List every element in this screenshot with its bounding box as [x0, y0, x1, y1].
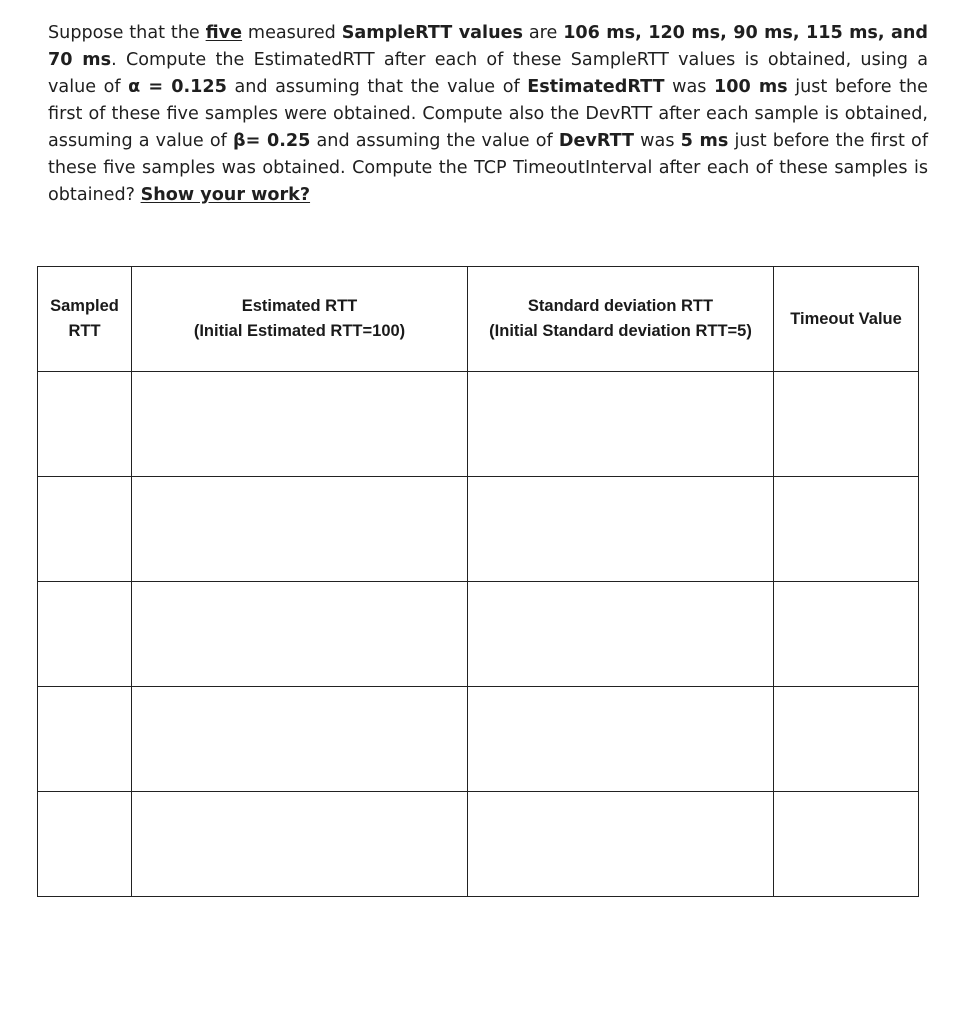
cell-timeout-value[interactable]	[774, 477, 919, 582]
cell-estimated-rtt[interactable]	[132, 792, 468, 897]
question-fragment: Suppose that the	[48, 23, 206, 43]
question-fragment: . Compute the EstimatedRTT after each of these SampleRTT values is obtained, using a value of	[48, 50, 928, 97]
cell-sampled-rtt[interactable]	[38, 687, 132, 792]
header-line: (Initial Standard deviation RTT=5)	[489, 322, 752, 340]
header-line: Timeout Value	[790, 309, 902, 328]
table-row	[38, 477, 919, 582]
header-line: Sampled	[50, 297, 119, 315]
emphasis-sample-rtt-values: SampleRTT values	[341, 23, 523, 43]
question-fragment: just before the first of these five samples were obtained. Compute also the DevRTT after each sample is obtained, assuming a value of	[48, 77, 928, 151]
emphasis-estimated-rtt: EstimatedRTT	[527, 77, 665, 97]
cell-estimated-rtt[interactable]	[132, 582, 468, 687]
cell-deviation-rtt[interactable]	[468, 372, 774, 477]
cell-timeout-value[interactable]	[774, 687, 919, 792]
cell-sampled-rtt[interactable]	[38, 477, 132, 582]
cell-deviation-rtt[interactable]	[468, 687, 774, 792]
cell-sampled-rtt[interactable]	[38, 372, 132, 477]
cell-sampled-rtt[interactable]	[38, 582, 132, 687]
cell-deviation-rtt[interactable]	[468, 582, 774, 687]
question-fragment: and assuming the value of	[310, 131, 559, 151]
question-fragment: was	[634, 131, 681, 151]
cell-estimated-rtt[interactable]	[132, 477, 468, 582]
emphasis-devrtt: DevRTT	[558, 131, 635, 151]
question-fragment: and assuming that the value of	[226, 77, 528, 97]
rtt-computation-table	[37, 266, 919, 897]
initial-estimated-value: 100 ms	[714, 77, 788, 97]
header-timeout-value	[774, 267, 919, 372]
question-text	[48, 20, 928, 209]
header-line: RTT	[68, 322, 101, 340]
sample-values-list: 106 ms, 120 ms, 90 ms, 115 ms, and 70 ms	[48, 23, 928, 70]
cell-timeout-value[interactable]	[774, 792, 919, 897]
header-deviation-rtt	[468, 267, 774, 372]
cell-estimated-rtt[interactable]	[132, 372, 468, 477]
initial-devrtt-value: 5 ms	[680, 131, 729, 151]
table-row	[38, 582, 919, 687]
table-row	[38, 792, 919, 897]
show-your-work: Show your work?	[140, 185, 311, 205]
header-estimated-rtt	[132, 267, 468, 372]
header-line: Estimated RTT	[241, 297, 358, 315]
table-row	[38, 372, 919, 477]
beta-value: β= 0.25	[232, 131, 311, 151]
header-line: Standard deviation RTT	[527, 297, 714, 315]
header-line: (Initial Estimated RTT=100)	[193, 322, 406, 340]
table-row	[38, 687, 919, 792]
header-sampled-rtt	[38, 267, 132, 372]
cell-sampled-rtt[interactable]	[38, 792, 132, 897]
alpha-value: α = 0.125	[128, 77, 227, 97]
cell-timeout-value[interactable]	[774, 372, 919, 477]
emphasis-five: five	[205, 23, 243, 43]
cell-estimated-rtt[interactable]	[132, 687, 468, 792]
table-header-row	[38, 267, 919, 372]
cell-deviation-rtt[interactable]	[468, 477, 774, 582]
question-fragment: was	[664, 77, 714, 97]
cell-deviation-rtt[interactable]	[468, 792, 774, 897]
cell-timeout-value[interactable]	[774, 582, 919, 687]
question-fragment: measured	[242, 23, 342, 43]
question-fragment: are	[523, 23, 564, 43]
question-fragment: just before the first of these five samples was obtained. Compute the TCP TimeoutInterval after each of these samples is obtained?	[48, 131, 929, 205]
